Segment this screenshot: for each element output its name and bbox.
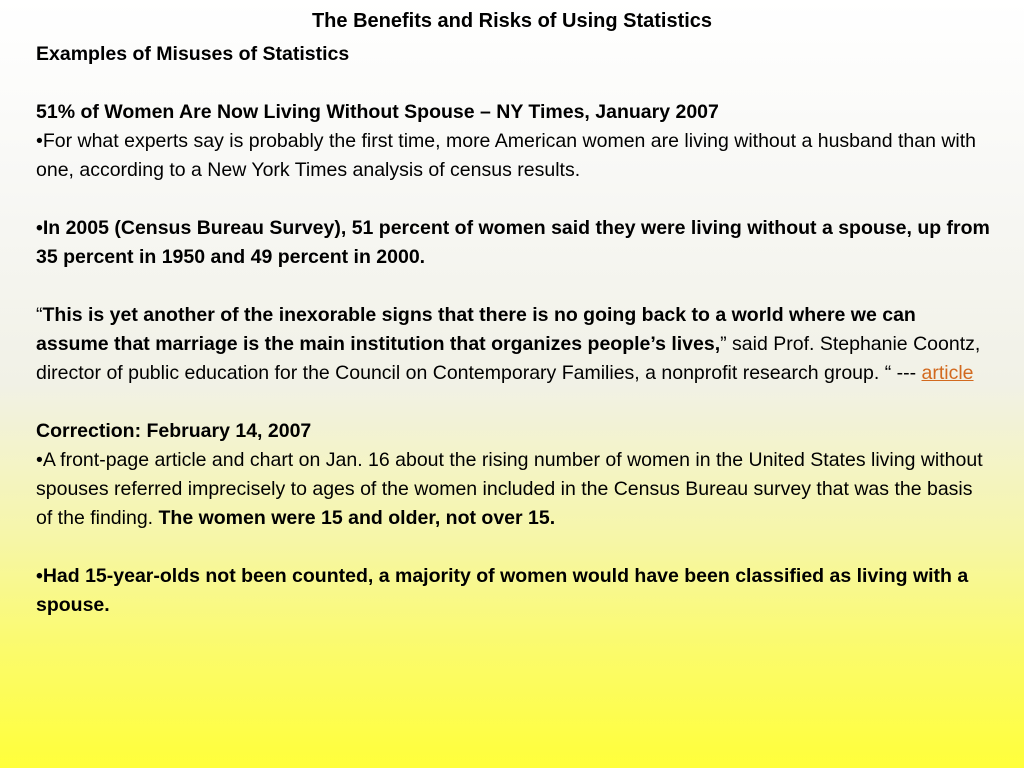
quote-close-mark: ” [720, 333, 727, 355]
bullet-conclusion [36, 562, 991, 620]
article-link[interactable]: article [921, 362, 974, 384]
quote-text: This is yet another of the inexorable signs that there is no going back to a world where we can assume that marriage is the main institution that organizes people’s lives, [36, 304, 916, 355]
slide-content [36, 40, 991, 620]
correction-heading: Correction: February 14, 2007 [36, 420, 312, 442]
bullet-text: Had 15-year-olds not been counted, a majority of women would have been classified as living with a spouse. [36, 565, 969, 616]
slide-title: The Benefits and Risks of Using Statistics [311, 10, 713, 32]
bullet-marker: • [36, 130, 43, 152]
spacer [36, 533, 991, 562]
bullet-marker: • [36, 217, 43, 239]
bullet-text: For what experts say is probably the first time, more American women are living without a husband than with one, according to a New York Times analysis of census results. [36, 130, 977, 181]
bullet-census-analysis [36, 127, 991, 185]
quote-paragraph [36, 301, 991, 388]
spacer [36, 388, 991, 417]
spacer [36, 69, 991, 98]
bullet-correction [36, 446, 991, 533]
quote-open-mark: “ [36, 304, 43, 326]
slide-subtitle: Examples of Misuses of Statistics [36, 43, 350, 65]
bullet-census-survey [36, 214, 991, 272]
quote-attribution: said Prof. Stephanie Coontz, director of public education for the Council on Contemporary Families, a nonprofit research group. “ --- [36, 333, 981, 384]
bullet-text: A front-page article and chart on Jan. 16 about the rising number of women in the United States living without spouses referred imprecisely to ages of the women included in the Census Bureau survey that was the basis of the finding. [36, 449, 983, 529]
correction-emphasis: The women were 15 and older, not over 15. [158, 507, 556, 529]
spacer [36, 185, 991, 214]
bullet-marker: • [36, 565, 43, 587]
spacer [36, 272, 991, 301]
bullet-marker: • [36, 449, 43, 471]
headline: 51% of Women Are Now Living Without Spouse – NY Times, January 2007 [36, 101, 719, 123]
bullet-text: In 2005 (Census Bureau Survey), 51 percent of women said they were living without a spouse, up from 35 percent in 1950 and 49 percent in 2000. [36, 217, 990, 268]
